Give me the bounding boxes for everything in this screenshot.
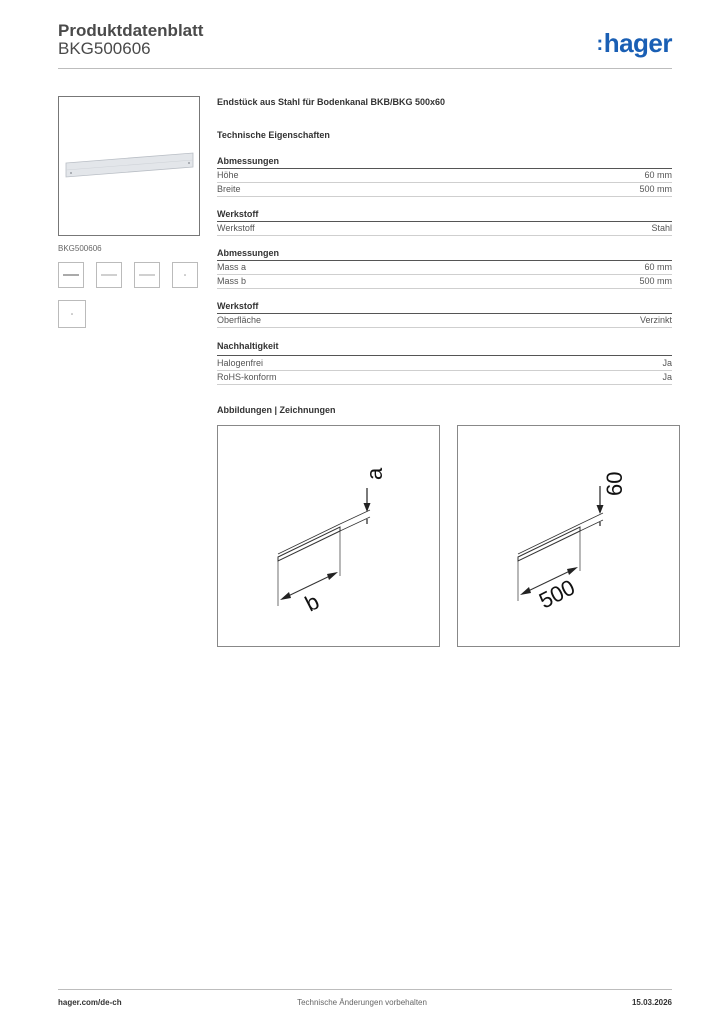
- drawings-heading: Abbildungen | Zeichnungen: [217, 405, 336, 415]
- thumbnail-drawing-icon: [135, 263, 159, 287]
- footer-website-link[interactable]: hager.com/de-ch: [58, 998, 122, 1007]
- property-key: Oberfläche: [217, 315, 262, 325]
- hager-logo: [597, 28, 672, 59]
- height-dimension-label: a: [362, 467, 387, 480]
- property-key: Mass a: [217, 262, 247, 272]
- image-caption: BKG500606: [58, 244, 102, 253]
- property-row: [217, 261, 672, 275]
- group-title: Abmessungen: [217, 248, 280, 258]
- thumbnail-photo-icon: [59, 263, 83, 287]
- footer-date: 15.03.2026: [631, 998, 672, 1007]
- property-key: Werkstoff: [217, 223, 255, 233]
- thumbnail-2[interactable]: [96, 262, 122, 288]
- thumbnail-5[interactable]: [58, 300, 86, 328]
- group-title: Abmessungen: [217, 156, 280, 166]
- thumbnail-1[interactable]: [58, 262, 84, 288]
- property-row: [217, 169, 672, 183]
- thumbnail-3[interactable]: [134, 262, 160, 288]
- property-row: [217, 275, 672, 289]
- property-value: 60 mm: [644, 170, 672, 180]
- product-photo-icon: [59, 97, 199, 235]
- logo-text: hager: [603, 28, 672, 58]
- group-divider: [217, 355, 672, 356]
- property-value: 500 mm: [639, 276, 672, 286]
- document-title: Produktdatenblatt: [58, 21, 204, 40]
- product-description: Endstück aus Stahl für Bodenkanal BKB/BKG 500x60: [217, 97, 446, 107]
- product-main-image[interactable]: [58, 96, 200, 236]
- property-row: [217, 314, 672, 328]
- dimension-drawing-1[interactable]: [217, 425, 440, 647]
- property-value: Ja: [662, 358, 672, 368]
- thumbnail-dot-icon: [173, 263, 197, 287]
- tech-properties-heading: Technische Eigenschaften: [217, 130, 330, 140]
- property-value: 500 mm: [639, 184, 672, 194]
- height-dimension-label: 60: [602, 471, 627, 496]
- property-key: Breite: [217, 184, 241, 194]
- property-row: [217, 222, 672, 236]
- article-number: BKG500606: [58, 39, 151, 58]
- group-title: Nachhaltigkeit: [217, 341, 279, 351]
- property-row: [217, 371, 672, 385]
- property-value: Ja: [662, 372, 672, 382]
- width-dimension-label: b: [300, 588, 324, 617]
- thumbnail-drawing-icon: [97, 263, 121, 287]
- header-divider: [58, 68, 672, 69]
- property-row: [217, 357, 672, 371]
- thumbnail-4[interactable]: [172, 262, 198, 288]
- property-row: [217, 183, 672, 197]
- property-key: Mass b: [217, 276, 247, 286]
- property-value: Verzinkt: [639, 315, 672, 325]
- property-key: RoHS-konform: [217, 372, 277, 382]
- property-value: Stahl: [651, 223, 672, 233]
- property-key: Halogenfrei: [217, 358, 264, 368]
- thumbnail-dot-icon: [59, 301, 85, 327]
- group-title: Werkstoff: [217, 301, 259, 311]
- property-value: 60 mm: [644, 262, 672, 272]
- dimension-drawing-icon: [218, 426, 439, 646]
- dimension-drawing-2[interactable]: [457, 425, 680, 647]
- logo-dots-icon: :: [596, 33, 603, 55]
- property-key: Höhe: [217, 170, 239, 180]
- footer-divider: [58, 989, 672, 990]
- group-title: Werkstoff: [217, 209, 259, 219]
- width-dimension-label: 500: [534, 574, 579, 614]
- footer-notice: Technische Änderungen vorbehalten: [297, 998, 427, 1007]
- dimension-drawing-icon: [458, 426, 679, 646]
